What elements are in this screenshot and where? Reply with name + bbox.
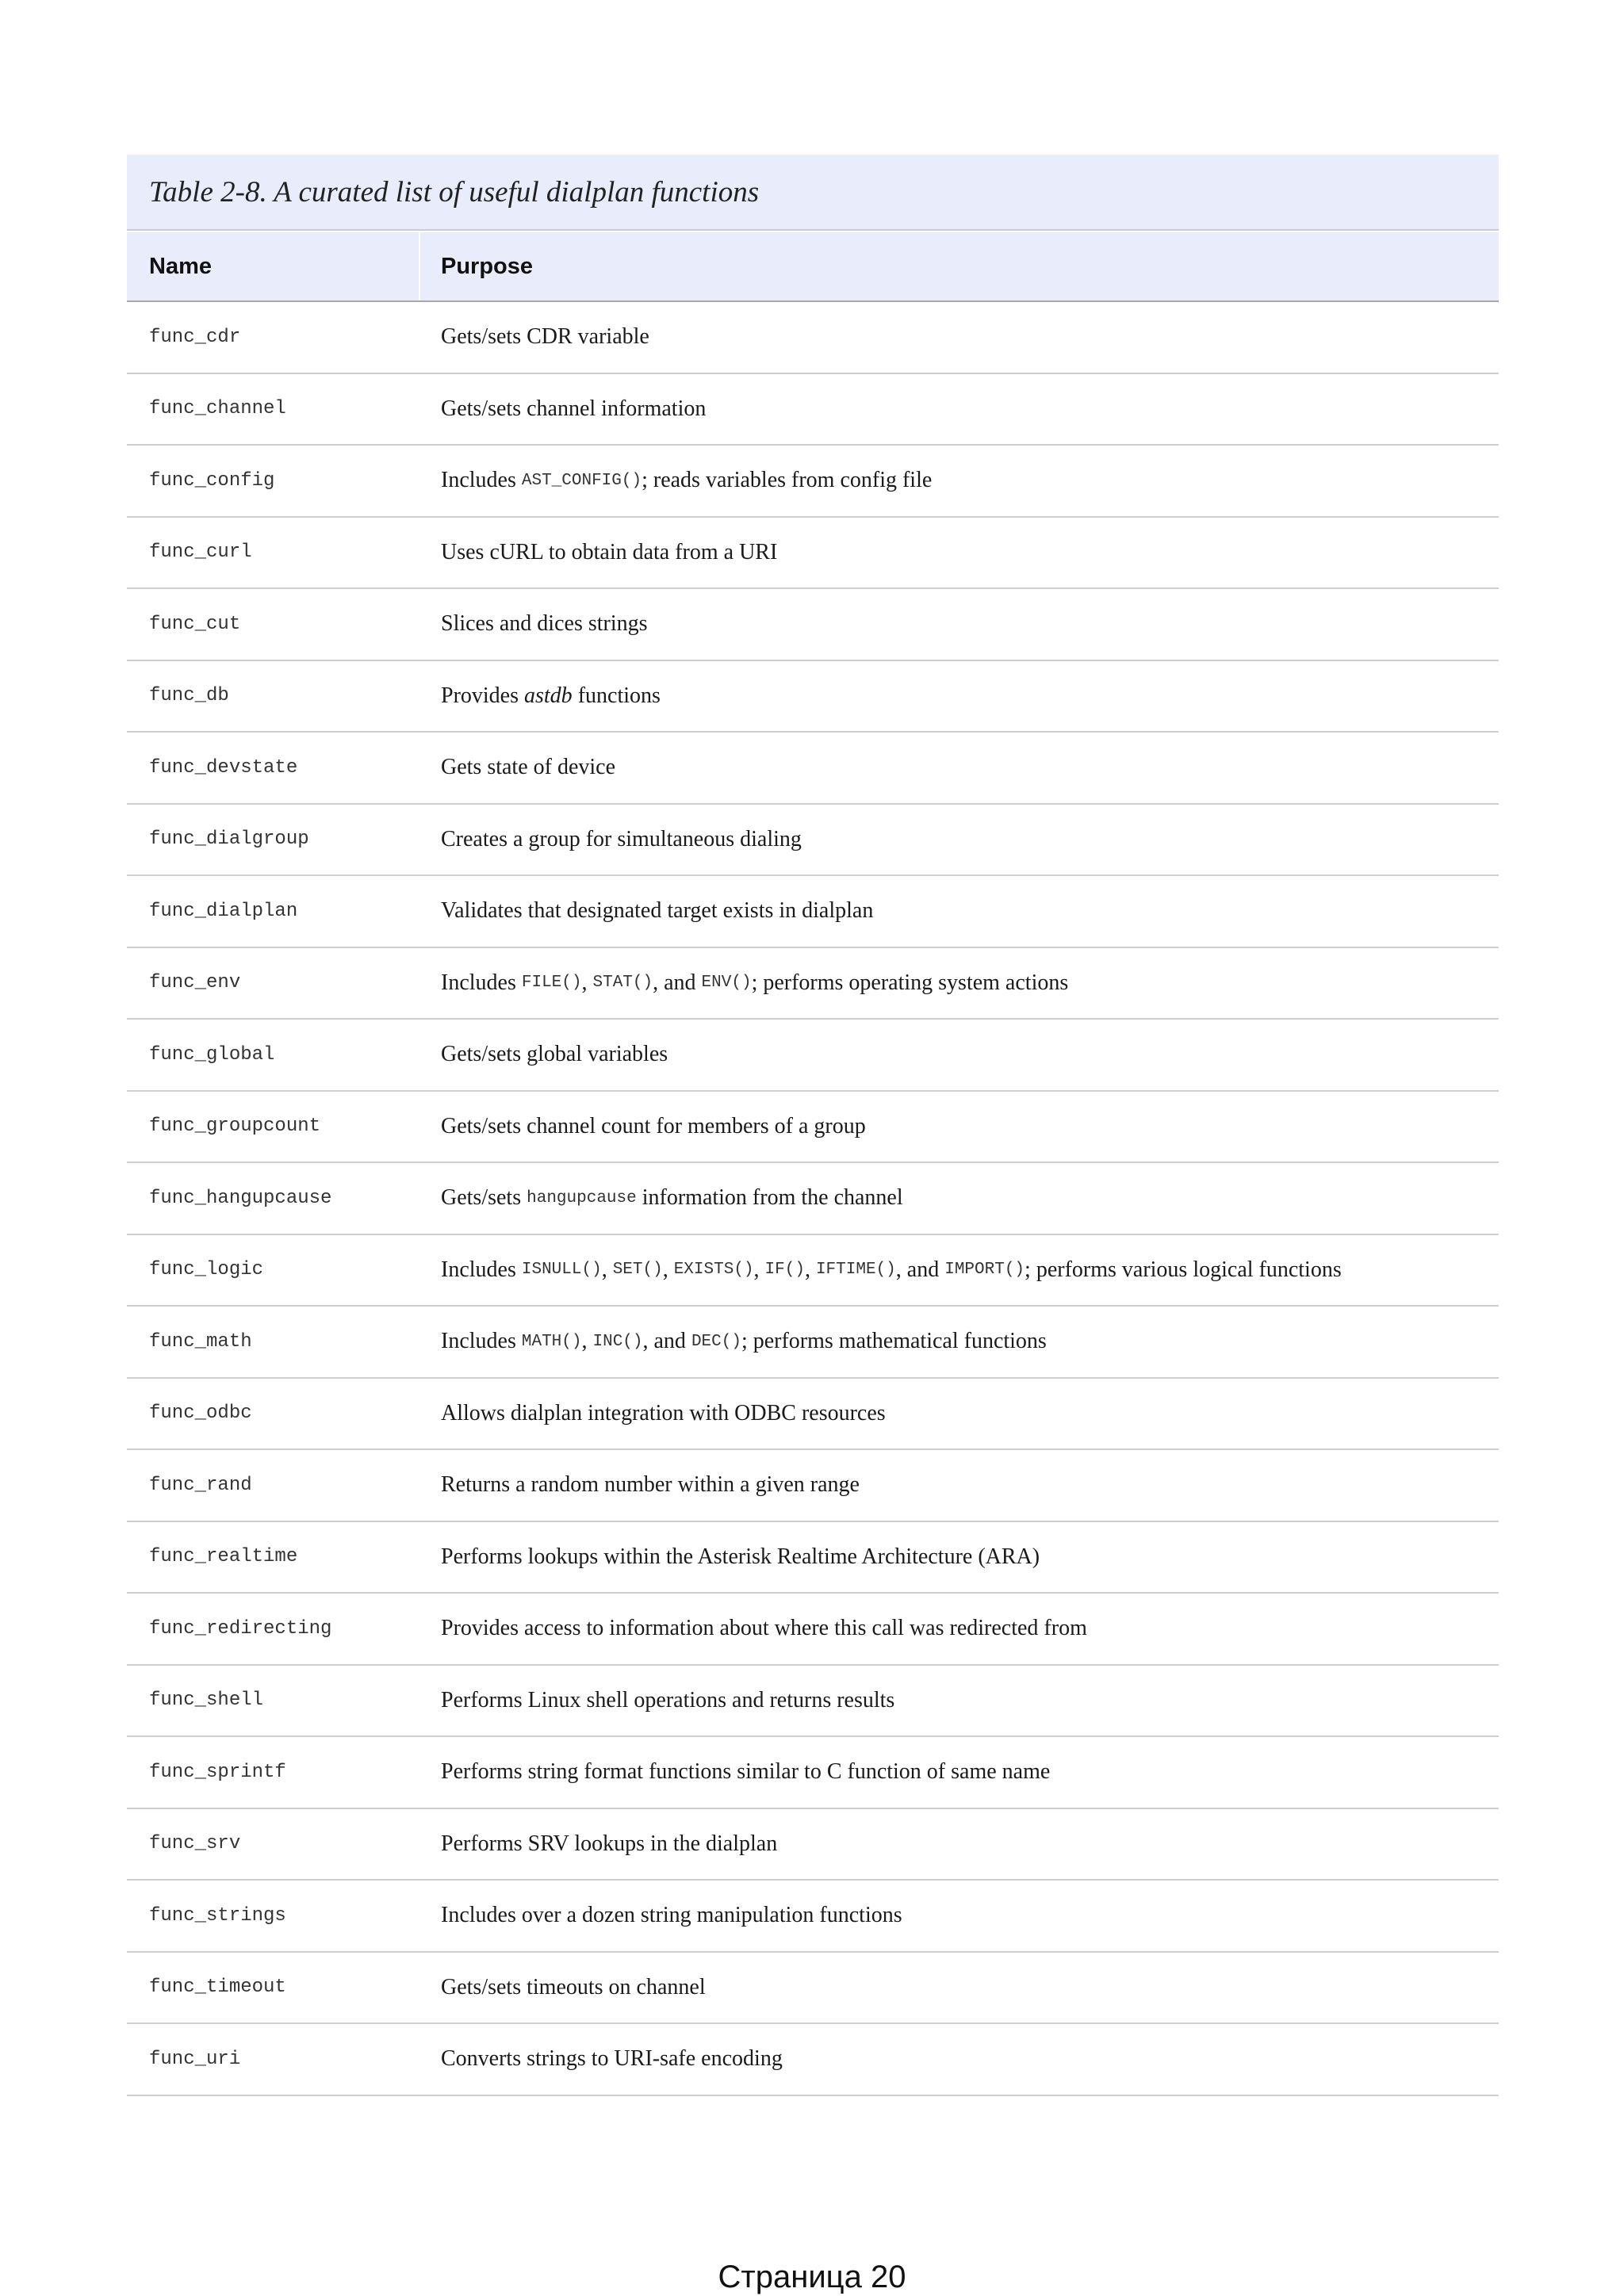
table-row — [127, 1809, 1499, 1881]
table-row — [127, 1594, 1499, 1666]
function-name: func_realtime — [149, 1546, 298, 1568]
function-name: func_timeout — [149, 1976, 286, 1999]
purpose-text: Includes — [441, 970, 522, 995]
purpose-text: Provides access to information about where this call was redirected from — [441, 1616, 1087, 1641]
column-header-purpose: Purpose — [441, 253, 534, 279]
table-row — [127, 948, 1499, 1020]
table-row — [127, 1666, 1499, 1738]
table-header-row — [127, 232, 1499, 302]
purpose-text: ; performs operating system actions — [751, 970, 1069, 995]
purpose-text: Gets/sets global variables — [441, 1042, 668, 1067]
table-row — [127, 1020, 1499, 1092]
inline-code: ISNULL() — [521, 1261, 602, 1280]
purpose-text: Allows dialplan integration with ODBC resources — [441, 1400, 886, 1425]
function-name: func_global — [149, 1043, 275, 1066]
table-row — [127, 1953, 1499, 2025]
function-purpose — [420, 1594, 1499, 1664]
function-purpose — [420, 948, 1499, 1019]
function-purpose — [420, 1737, 1499, 1808]
table-row — [127, 518, 1499, 590]
table-row — [127, 1881, 1499, 1953]
function-name: func_math — [149, 1330, 252, 1353]
table-caption: Table 2-8. A curated list of useful dialplan functions — [127, 155, 1499, 231]
function-name: func_channel — [149, 398, 286, 420]
function-name: func_groupcount — [149, 1115, 321, 1138]
inline-code: STAT() — [592, 974, 653, 993]
function-purpose — [420, 1379, 1499, 1449]
purpose-text: Performs SRV lookups in the dialplan — [441, 1831, 778, 1856]
function-name: func_cut — [149, 613, 241, 635]
function-purpose — [420, 733, 1499, 803]
function-purpose — [420, 661, 1499, 732]
function-purpose — [420, 1666, 1499, 1736]
page-number: Страница 20 — [718, 2260, 906, 2294]
inline-code: hangupcause — [527, 1188, 637, 1207]
purpose-text: , and — [895, 1257, 945, 1282]
inline-code: AST_CONFIG() — [521, 471, 642, 490]
purpose-text: Gets/sets CDR variable — [441, 324, 649, 350]
function-name: func_curl — [149, 541, 252, 564]
table-row — [127, 805, 1499, 877]
purpose-text: , — [581, 1329, 593, 1354]
table-row — [127, 661, 1499, 733]
function-purpose — [420, 1307, 1499, 1377]
function-name: func_sprintf — [149, 1761, 286, 1783]
function-name: func_hangupcause — [149, 1187, 332, 1209]
table-row — [127, 1450, 1499, 1522]
purpose-text: Returns a random number within a given range — [441, 1472, 860, 1498]
function-name: func_srv — [149, 1833, 241, 1855]
function-name: func_db — [149, 685, 229, 707]
purpose-text: , — [601, 1257, 613, 1282]
function-name: func_odbc — [149, 1402, 252, 1425]
table-row — [127, 1235, 1499, 1307]
purpose-text: Gets state of device — [441, 755, 616, 780]
purpose-text: ; performs mathematical functions — [741, 1329, 1047, 1354]
function-name: func_dialgroup — [149, 828, 309, 851]
function-name: func_logic — [149, 1259, 264, 1281]
function-purpose — [420, 302, 1499, 373]
function-purpose — [420, 1522, 1499, 1593]
purpose-text: , — [581, 970, 593, 995]
table-row — [127, 446, 1499, 518]
function-purpose — [420, 2024, 1499, 2095]
purpose-text: Creates a group for simultaneous dialing — [441, 826, 802, 851]
purpose-text: Slices and dices strings — [441, 611, 648, 637]
function-purpose — [420, 589, 1499, 660]
purpose-text: , — [662, 1257, 674, 1282]
inline-code: FILE() — [521, 974, 582, 993]
function-name: func_shell — [149, 1689, 264, 1712]
function-name: func_redirecting — [149, 1617, 332, 1640]
purpose-text: Performs string format functions similar to C function of same name — [441, 1759, 1051, 1785]
purpose-text: ; performs various logical functions — [1025, 1257, 1342, 1282]
inline-code: IMPORT() — [944, 1261, 1025, 1280]
inline-code: ENV() — [701, 974, 752, 993]
function-purpose — [420, 1450, 1499, 1521]
table-row — [127, 1163, 1499, 1235]
purpose-text: Includes — [441, 1329, 522, 1354]
function-name: func_rand — [149, 1474, 252, 1496]
table-row — [127, 1737, 1499, 1809]
function-purpose — [420, 1235, 1499, 1306]
inline-code: EXISTS() — [673, 1261, 754, 1280]
purpose-text: , — [753, 1257, 765, 1282]
table-row — [127, 1092, 1499, 1164]
purpose-text: Uses cURL to obtain data from a URI — [441, 539, 778, 564]
purpose-text: Validates that designated target exists in dialplan — [441, 898, 874, 924]
function-purpose — [420, 1809, 1499, 1880]
dialplan-functions-table — [127, 155, 1499, 2096]
purpose-text: Performs Linux shell operations and returns results — [441, 1687, 895, 1712]
inline-code: MATH() — [521, 1332, 582, 1351]
purpose-text: , and — [653, 970, 702, 995]
inline-code: SET() — [612, 1261, 663, 1280]
purpose-text: Includes — [441, 468, 522, 493]
table-row — [127, 2024, 1499, 2096]
inline-code: IFTIME() — [815, 1261, 896, 1280]
function-name: func_env — [149, 972, 241, 994]
table-row — [127, 1307, 1499, 1379]
purpose-text: Gets/sets channel count for members of a group — [441, 1113, 866, 1138]
column-header-name: Name — [127, 232, 420, 300]
purpose-text: Performs lookups within the Asterisk Realtime Architecture (ARA) — [441, 1544, 1040, 1569]
inline-code: IF() — [764, 1261, 805, 1280]
purpose-text: ; reads variables from config file — [642, 468, 933, 493]
function-purpose — [420, 805, 1499, 875]
purpose-text: Gets/sets — [441, 1185, 527, 1211]
table-row — [127, 589, 1499, 661]
purpose-text: Includes — [441, 1257, 522, 1282]
purpose-text: Converts strings to URI-safe encoding — [441, 2046, 783, 2072]
purpose-text: functions — [572, 683, 661, 708]
function-name: func_devstate — [149, 756, 298, 779]
function-purpose — [420, 876, 1499, 947]
function-name: func_config — [149, 469, 275, 492]
function-purpose — [420, 1163, 1499, 1234]
purpose-text: , and — [642, 1329, 691, 1354]
table-row — [127, 876, 1499, 948]
table-row — [127, 374, 1499, 446]
function-purpose — [420, 518, 1499, 588]
purpose-text: , — [804, 1257, 816, 1282]
function-name: func_dialplan — [149, 900, 298, 922]
inline-code: INC() — [592, 1332, 643, 1351]
function-purpose — [420, 1020, 1499, 1090]
table-row — [127, 1522, 1499, 1594]
italic-term: astdb — [524, 683, 573, 708]
function-purpose — [420, 1092, 1499, 1162]
purpose-text: information from the channel — [636, 1185, 903, 1211]
purpose-text: Includes over a dozen string manipulation functions — [441, 1903, 902, 1928]
table-body — [127, 302, 1499, 2096]
purpose-text: Gets/sets channel information — [441, 396, 707, 421]
function-name: func_strings — [149, 1904, 286, 1927]
function-purpose — [420, 1953, 1499, 2023]
function-purpose — [420, 446, 1499, 516]
table-row — [127, 302, 1499, 374]
function-purpose — [420, 1881, 1499, 1951]
function-name: func_cdr — [149, 326, 241, 348]
function-purpose — [420, 374, 1499, 445]
purpose-text: Provides — [441, 683, 524, 708]
table-row — [127, 1379, 1499, 1451]
table-row — [127, 733, 1499, 805]
inline-code: DEC() — [691, 1332, 741, 1351]
purpose-text: Gets/sets timeouts on channel — [441, 1974, 706, 1999]
function-name: func_uri — [149, 2048, 241, 2070]
